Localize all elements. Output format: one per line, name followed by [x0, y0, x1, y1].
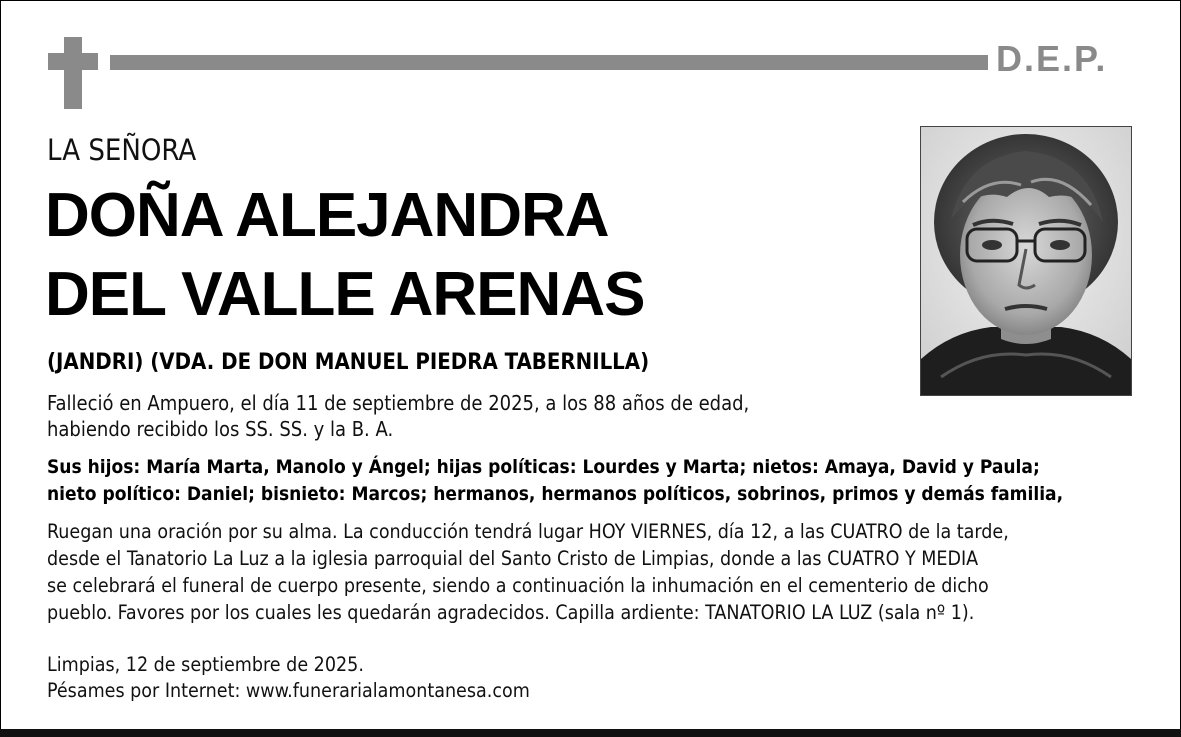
portrait-photo	[920, 126, 1132, 396]
honorific: LA SEÑORA	[47, 133, 197, 167]
condolences-website: Pésames por Internet: www.funerarialamontanesa.com	[47, 679, 530, 702]
header-rule	[110, 55, 988, 70]
portrait-illustration	[921, 127, 1131, 395]
nickname-widow-of: (JANDRI) (VDA. DE DON MANUEL PIEDRA TABERNILLA)	[47, 350, 650, 375]
family-list-line: nieto político: Daniel; bisnieto: Marcos; hermanos, hermanos políticos, sobrinos, primos y demás familia,	[47, 483, 1064, 505]
closing	[47, 652, 847, 704]
death-details-line: Falleció en Ampuero, el día 11 de septiembre de 2025, a los 88 años de edad,	[47, 391, 750, 415]
bottom-rule	[0, 729, 1181, 737]
cross-icon	[48, 37, 98, 109]
funeral-details-line: se celebrará el funeral de cuerpo presente, siendo a continuación la inhumación en el cementerio de dicho	[47, 574, 989, 597]
funeral-details-line: pueblo. Favores por los cuales les quedarán agradecidos. Capilla ardiente: TANATORIO LA LUZ (sala nº 1).	[47, 601, 975, 624]
deceased-name-line-2: DEL VALLE ARENAS	[45, 260, 645, 329]
family-list-line: Sus hijos: María Marta, Manolo y Ángel; hijas políticas: Lourdes y Marta; nietos: Amaya, David y Paula;	[47, 456, 1040, 478]
deceased-name-line-1: DOÑA ALEJANDRA	[45, 181, 609, 250]
place-date: Limpias, 12 de septiembre de 2025.	[47, 653, 364, 676]
dep-label: D.E.P.	[996, 38, 1108, 79]
family-list	[47, 454, 1157, 508]
funeral-details-line: desde el Tanatorio La Luz a la iglesia parroquial del Santo Cristo de Limpias, donde a las CUATRO Y MEDIA	[47, 547, 979, 570]
death-details-line: habiendo recibido los SS. SS. y la B. A.	[47, 417, 394, 441]
funeral-details-line: Ruegan una oración por su alma. La conducción tendrá lugar HOY VIERNES, día 12, a las CUATRO de la tarde,	[47, 520, 1009, 543]
funeral-details	[47, 518, 1167, 626]
death-details	[47, 390, 867, 442]
